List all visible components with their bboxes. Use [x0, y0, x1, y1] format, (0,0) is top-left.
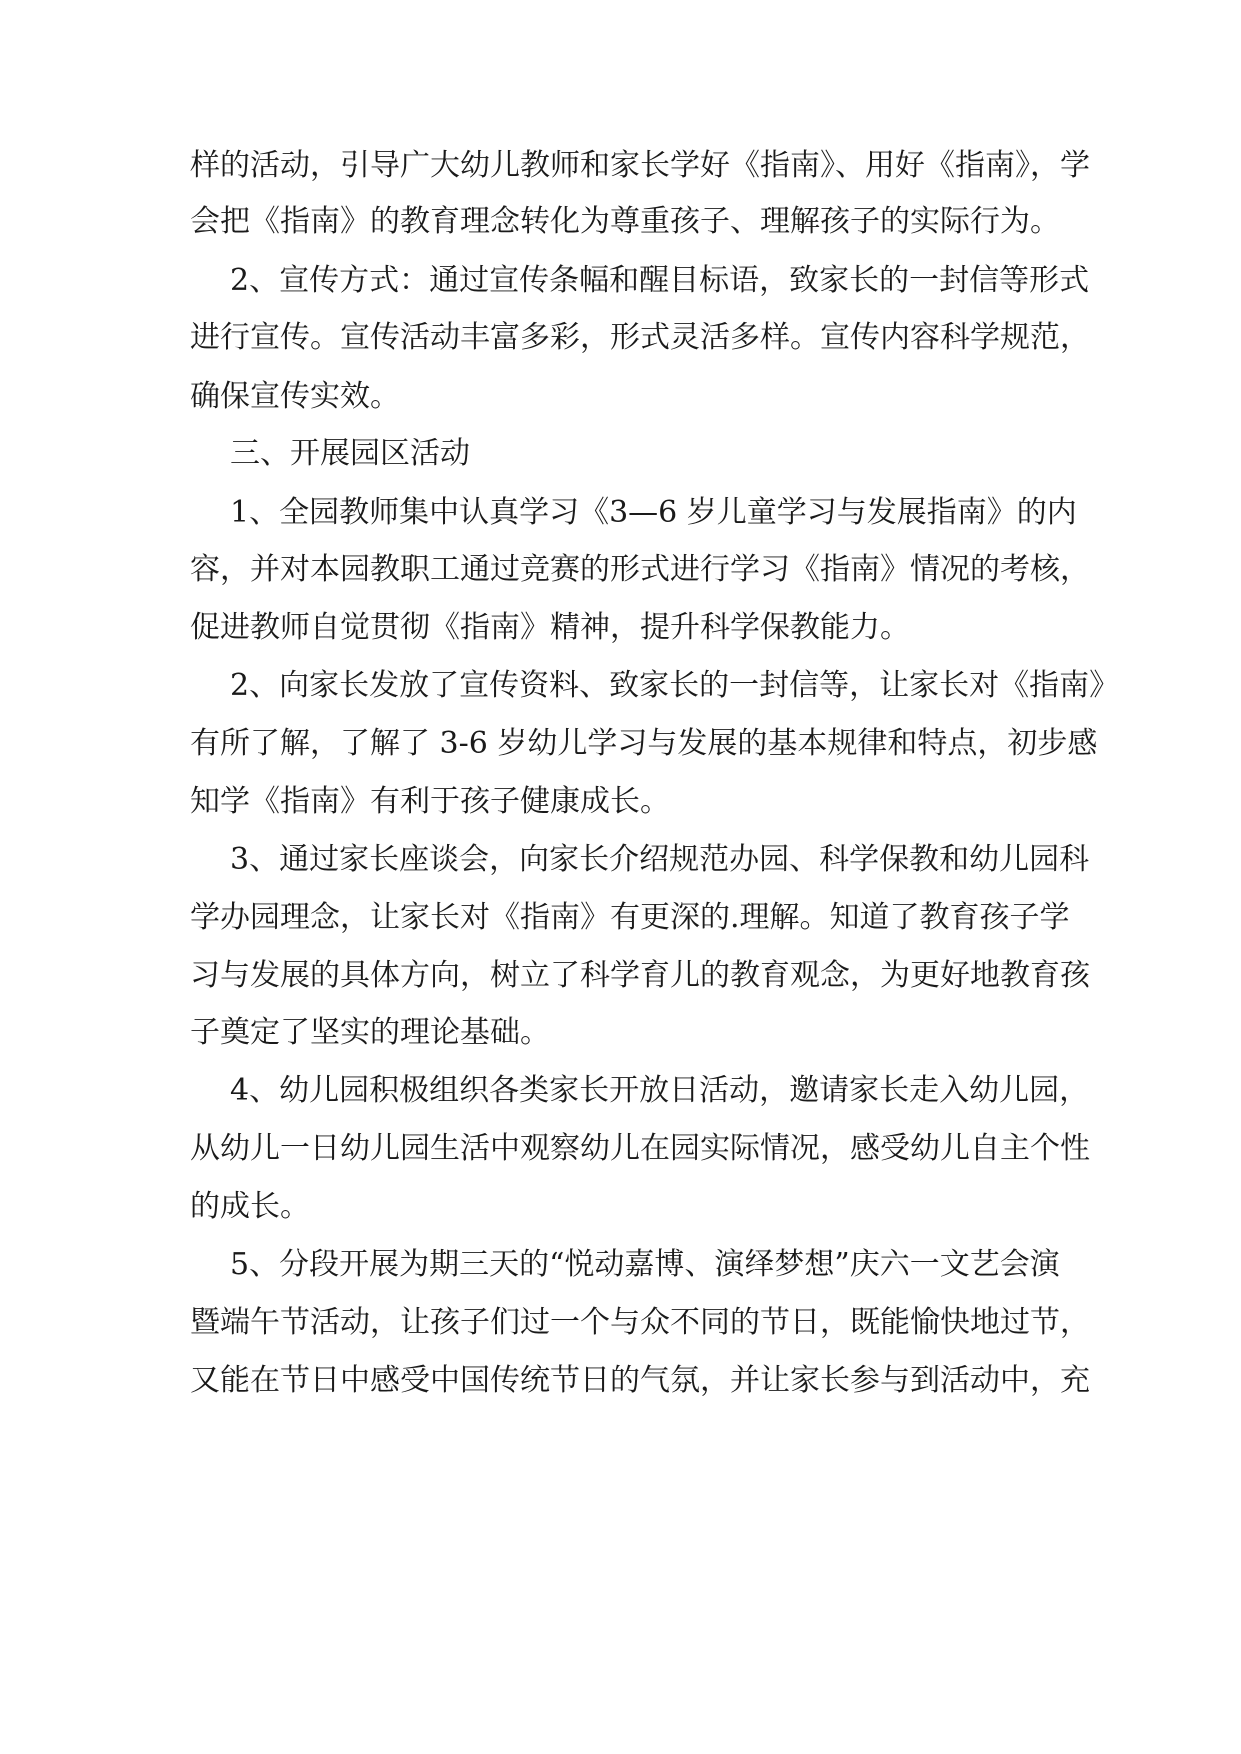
text-line: 学办园理念，让家长对《指南》有更深的.理解。知道了教育孩子学 — [190, 900, 1070, 935]
text-line: 会把《指南》的教育理念转化为尊重孩子、理解孩子的实际行为。 — [190, 204, 1060, 239]
text-line: 的成长。 — [190, 1189, 310, 1224]
paragraph-start-line: 2、宣传方式：通过宣传条幅和醒目标语，致家长的一封信等形式 — [230, 263, 1090, 298]
text-line: 确保宣传实效。 — [190, 379, 400, 414]
paragraph-start-line: 1、全园教师集中认真学习《3—6 岁儿童学习与发展指南》的内 — [230, 495, 1077, 530]
text-line: 进行宣传。宣传活动丰富多彩，形式灵活多样。宣传内容科学规范， — [190, 320, 1090, 355]
text-line: 又能在节日中感受中国传统节日的气氛，并让家长参与到活动中，充 — [190, 1363, 1090, 1398]
text-line: 子奠定了坚实的理论基础。 — [190, 1015, 550, 1050]
text-line: 知学《指南》有利于孩子健康成长。 — [190, 784, 670, 819]
text-line: 容，并对本园教职工通过竞赛的形式进行学习《指南》情况的考核， — [190, 552, 1090, 587]
paragraph-start-line: 4、幼儿园积极组织各类家长开放日活动，邀请家长走入幼儿园， — [230, 1073, 1090, 1108]
paragraph-start-line: 3、通过家长座谈会，向家长介绍规范办园、科学保教和幼儿园科 — [230, 842, 1090, 877]
text-line: 样的活动，引导广大幼儿教师和家长学好《指南》、用好《指南》，学 — [190, 148, 1090, 183]
text-line: 从幼儿一日幼儿园生活中观察幼儿在园实际情况，感受幼儿自主个性 — [190, 1131, 1090, 1166]
paragraph-start-line: 5、分段开展为期三天的“悦动嘉博、演绎梦想”庆六一文艺会演 — [230, 1247, 1060, 1282]
text-line: 习与发展的具体方向，树立了科学育儿的教育观念，为更好地教育孩 — [190, 958, 1090, 993]
text-line: 暨端午节活动，让孩子们过一个与众不同的节日，既能愉快地过节， — [190, 1305, 1090, 1340]
paragraph-start-line: 2、向家长发放了宣传资料、致家长的一封信等，让家长对《指南》 — [230, 668, 1120, 703]
text-line: 促进教师自觉贯彻《指南》精神，提升科学保教能力。 — [190, 610, 910, 645]
text-line: 有所了解，了解了 3-6 岁幼儿学习与发展的基本规律和特点，初步感 — [190, 726, 1098, 761]
section-heading: 三、开展园区活动 — [230, 436, 470, 471]
